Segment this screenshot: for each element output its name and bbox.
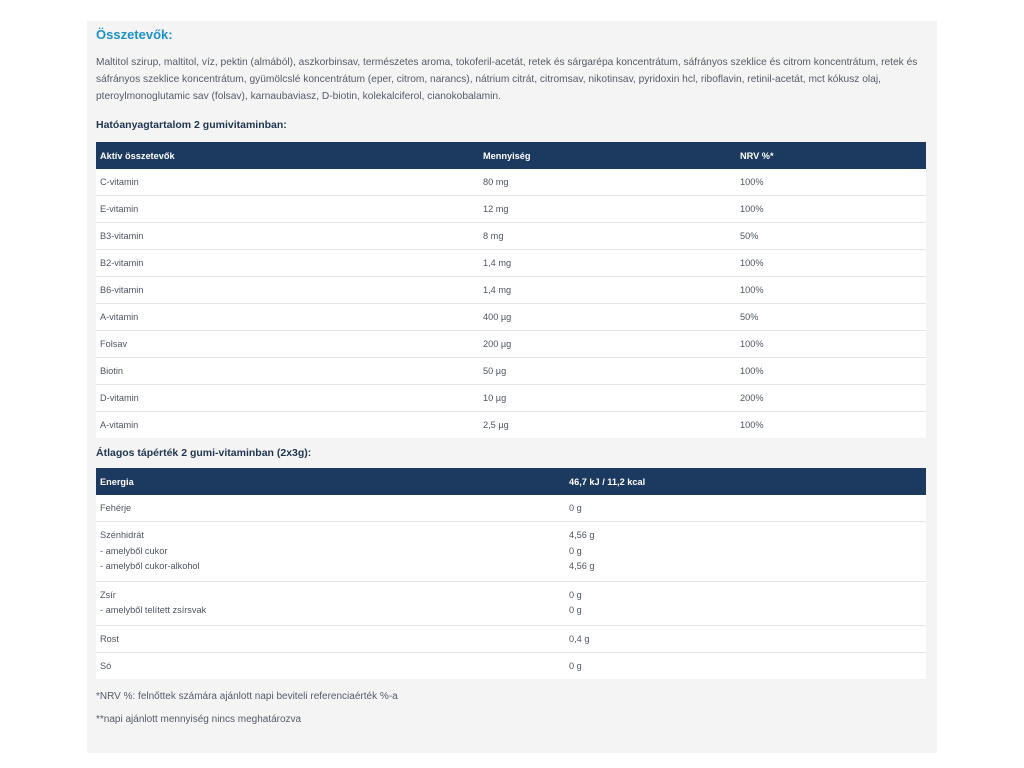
ingredient-nrv: 200% (736, 385, 926, 412)
table-row (96, 169, 926, 196)
ingredient-name: B3-vitamin (96, 223, 479, 250)
nutrition-heading: Átlagos tápérték 2 gumi-vitaminban (2x3g): (96, 447, 312, 459)
ingredient-name: C-vitamin (96, 169, 479, 196)
nutrition-table (96, 468, 926, 679)
ingredient-name: A-vitamin (96, 412, 479, 439)
nutrient-name (96, 522, 565, 582)
nutrient-name (96, 581, 565, 625)
ingredient-amount: 80 mg (479, 169, 736, 196)
nutrient-label-line: Só (100, 660, 112, 671)
table-row (96, 277, 926, 304)
table-row (96, 652, 926, 679)
nutrient-label-line: Zsír (100, 589, 116, 600)
table-row (96, 412, 926, 439)
ingredient-nrv: 100% (736, 196, 926, 223)
ingredient-nrv: 100% (736, 250, 926, 277)
nutrient-label-line: - amelyből cukor (100, 545, 168, 556)
nutrient-value-line: 0 g (569, 503, 582, 513)
ingredient-amount: 200 µg (479, 331, 736, 358)
ingredient-name: E-vitamin (96, 196, 479, 223)
nutrient-name (96, 652, 565, 679)
ingredient-nrv: 100% (736, 331, 926, 358)
ingredient-amount: 1,4 mg (479, 277, 736, 304)
nutrient-value-line: 0 g (569, 605, 582, 615)
table-row (96, 196, 926, 223)
nutrient-value-line: 4,56 g (569, 530, 595, 540)
nutrient-value-line: 0,4 g (569, 633, 590, 644)
ingredients-heading: Összetevők: (96, 27, 173, 42)
active-ingredients-table (96, 142, 926, 438)
table-row (96, 385, 926, 412)
daily-footnote: **napi ajánlott mennyiség nincs meghatározva (96, 713, 302, 725)
ingredient-name: A-vitamin (96, 304, 479, 331)
nutrient-label-line: - amelyből cukor-alkohol (100, 561, 200, 571)
column-header: Aktív összetevők (96, 142, 479, 169)
ingredient-amount: 1,4 mg (479, 250, 736, 277)
nutrient-value (565, 652, 926, 679)
nutrient-value (565, 522, 926, 582)
table-row (96, 522, 926, 582)
table-header-row (96, 142, 926, 169)
nrv-footnote: *NRV %: felnőttek számára ajánlott napi beviteli referenciaérték %-a (96, 690, 398, 702)
table-header-row (96, 468, 926, 495)
ingredient-nrv: 100% (736, 412, 926, 439)
table-row (96, 331, 926, 358)
nutrient-value (565, 581, 926, 625)
table-row (96, 581, 926, 625)
table-row (96, 304, 926, 331)
nutrient-value (565, 495, 926, 522)
product-info-panel (87, 21, 937, 753)
ingredient-nrv: 50% (736, 223, 926, 250)
nutrient-label-line: Fehérje (100, 503, 132, 513)
ingredient-amount: 10 µg (479, 385, 736, 412)
ingredient-amount: 50 µg (479, 358, 736, 385)
ingredient-amount: 12 mg (479, 196, 736, 223)
energy-value: 46,7 kJ / 11,2 kcal (565, 468, 926, 495)
nutrient-label-line: Szénhidrát (100, 530, 144, 540)
ingredient-name: Folsav (96, 331, 479, 358)
ingredient-nrv: 50% (736, 304, 926, 331)
energy-label: Energia (96, 468, 565, 495)
nutrient-label-line: Rost (100, 633, 119, 644)
ingredients-text: Maltitol szirup, maltitol, víz, pektin (almából), aszkorbinsav, természetes aroma, tokoferil-acetát, retek és sárgarépa koncentrátum, sáfrányos szeklice és citrom koncentrátum, retek és sáfrányos szeklice koncentrátum, gyümölcslé koncentrátum (eper, citrom, narancs), nátrium citrát, citromsav, nikotinsav, pyridoxin hcl, riboflavin, retinil-acetát, mct kókusz olaj, pteroylmonoglutamic sav (folsav), karnaubaviasz, D-biotin, kolekalciferol, cianokobalamin. (96, 57, 918, 102)
ingredient-nrv: 100% (736, 277, 926, 304)
table-row (96, 250, 926, 277)
table-row (96, 223, 926, 250)
nutrient-value-line: 0 g (569, 589, 582, 600)
ingredient-nrv: 100% (736, 169, 926, 196)
table-row (96, 358, 926, 385)
ingredient-nrv: 100% (736, 358, 926, 385)
ingredient-name: B6-vitamin (96, 277, 479, 304)
ingredient-name: Biotin (96, 358, 479, 385)
ingredient-amount: 8 mg (479, 223, 736, 250)
ingredient-name: D-vitamin (96, 385, 479, 412)
table-row (96, 495, 926, 522)
column-header: NRV %* (736, 142, 926, 169)
nutrient-name (96, 495, 565, 522)
nutrient-name (96, 625, 565, 652)
table-row (96, 625, 926, 652)
nutrient-value (565, 625, 926, 652)
ingredient-name: B2-vitamin (96, 250, 479, 277)
nutrient-label-line: - amelyből telített zsírsvak (100, 605, 207, 615)
nutrient-value-line: 0 g (569, 545, 582, 556)
nutrient-value-line: 0 g (569, 660, 582, 671)
active-ingredients-heading: Hatóanyagtartalom 2 gumivitaminban: (96, 119, 287, 131)
ingredient-amount: 400 µg (479, 304, 736, 331)
ingredient-amount: 2,5 µg (479, 412, 736, 439)
column-header: Mennyiség (479, 142, 736, 169)
nutrient-value-line: 4,56 g (569, 561, 595, 571)
